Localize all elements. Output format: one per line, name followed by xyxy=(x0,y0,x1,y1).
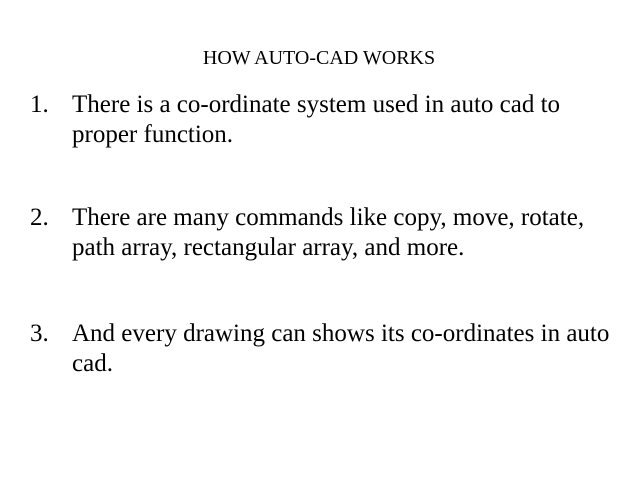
list-item xyxy=(30,203,620,263)
list-item-number: 3. xyxy=(30,320,49,347)
list-item xyxy=(30,90,620,150)
list-item-text: There is a co-ordinate system used in auto cad to proper function. xyxy=(72,91,561,148)
list-item-number: 1. xyxy=(30,91,49,118)
list-item-text: There are many commands like copy, move, rotate, path array, rectangular array, and more. xyxy=(72,204,585,261)
list-item xyxy=(30,319,620,379)
slide-title: HOW AUTO-CAD WORKS xyxy=(202,47,436,69)
list-item-text: And every drawing can shows its co-ordinates in auto cad. xyxy=(72,320,610,377)
list-item-number: 2. xyxy=(30,204,49,231)
